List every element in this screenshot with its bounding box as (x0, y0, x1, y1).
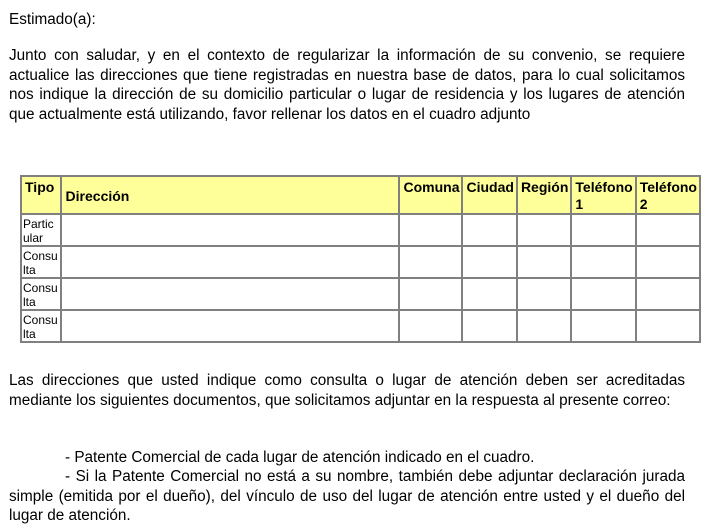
row-region-cell[interactable] (517, 310, 571, 342)
header-comuna: Comuna (399, 176, 462, 214)
table-row (21, 310, 700, 342)
row-tipo: Particular (21, 214, 61, 246)
row-comuna-cell[interactable] (399, 310, 462, 342)
header-ciudad: Ciudad (462, 176, 516, 214)
row-telefono-2-cell[interactable] (636, 214, 700, 246)
row-comuna-cell[interactable] (399, 246, 462, 278)
row-region-cell[interactable] (517, 278, 571, 310)
header-direccion: Dirección (61, 176, 400, 214)
row-ciudad-cell[interactable] (462, 214, 516, 246)
row-telefono-2-cell[interactable] (636, 310, 700, 342)
row-comuna-cell[interactable] (399, 278, 462, 310)
row-ciudad-cell[interactable] (462, 246, 516, 278)
header-tipo: Tipo (21, 176, 61, 214)
header-telefono-2: Teléfono 2 (636, 176, 700, 214)
row-tipo: Consulta (21, 246, 61, 278)
row-ciudad-cell[interactable] (462, 310, 516, 342)
row-comuna-cell[interactable] (399, 214, 462, 246)
row-telefono-1-cell[interactable] (571, 214, 635, 246)
row-telefono-2-cell[interactable] (636, 246, 700, 278)
row-region-cell[interactable] (517, 214, 571, 246)
row-direccion-cell[interactable] (61, 214, 400, 246)
address-table (20, 175, 701, 343)
documents-paragraph: Las direcciones que usted indique como consulta o lugar de atención deben ser acreditadas mediante los siguientes documentos, que solicitamos adjuntar en la respuesta al presente correo: (9, 372, 685, 409)
table-row (21, 278, 700, 310)
bullet-declaracion: - Si la Patente Comercial no está a su nombre, también debe adjuntar declaración jurada simple (emitida por el dueño), del vínculo de uso del lugar de atención entre usted y el dueño del lugar de atención. (9, 468, 685, 524)
header-telefono-1: Teléfono 1 (571, 176, 635, 214)
row-region-cell[interactable] (517, 246, 571, 278)
table-row (21, 246, 700, 278)
row-telefono-1-cell[interactable] (571, 246, 635, 278)
row-tipo: Consulta (21, 278, 61, 310)
row-tipo: Consulta (21, 310, 61, 342)
row-telefono-1-cell[interactable] (571, 278, 635, 310)
table-header-row (21, 176, 700, 214)
table-row (21, 214, 700, 246)
greeting: Estimado(a): (9, 11, 96, 28)
bullet-patente: - Patente Comercial de cada lugar de atención indicado en el cuadro. (65, 449, 535, 466)
row-telefono-1-cell[interactable] (571, 310, 635, 342)
row-ciudad-cell[interactable] (462, 278, 516, 310)
header-region: Región (517, 176, 571, 214)
row-direccion-cell[interactable] (61, 246, 400, 278)
row-telefono-2-cell[interactable] (636, 278, 700, 310)
row-direccion-cell[interactable] (61, 310, 400, 342)
intro-paragraph: Junto con saludar, y en el contexto de regularizar la información de su convenio, se requiere actualice las direcciones que tiene registradas en nuestra base de datos, para lo cual solicitamos nos indique la dirección de su domicilio particular o lugar de residencia y los lugares de atención que actualmente está utilizando, favor rellenar los datos en el cuadro adjunto (9, 47, 685, 123)
row-direccion-cell[interactable] (61, 278, 400, 310)
